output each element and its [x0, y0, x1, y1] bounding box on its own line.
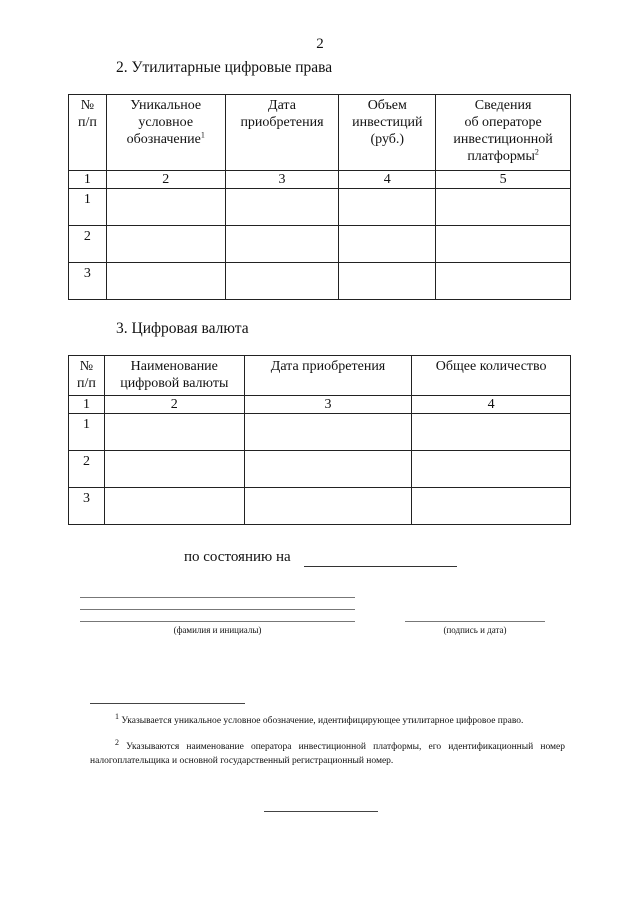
section-3-title: 3. Цифровая валюта — [116, 320, 249, 337]
table-cell[interactable] — [225, 226, 339, 263]
column-number: 2 — [106, 171, 225, 189]
footnote-separator — [90, 703, 245, 704]
footnote-mark: 2 — [115, 737, 119, 747]
table-cell[interactable] — [244, 488, 412, 525]
table-cell[interactable] — [225, 263, 339, 300]
footnote-text: Указываются наименование оператора инвестиционной платформы, его идентификационный номер налогоплательщика и основной государственный регистрационный номер. — [90, 742, 565, 766]
table-cell[interactable] — [412, 451, 571, 488]
table-cell[interactable] — [225, 189, 339, 226]
page-number: 2 — [316, 36, 324, 52]
table-cell[interactable] — [104, 414, 244, 451]
table-header-row — [69, 95, 571, 171]
name-caption: (фамилия и инициалы) — [173, 625, 262, 635]
header-platform-operator: Сведения об операторе инвестиционной платформы$^2$ — [436, 95, 571, 171]
table-cell[interactable] — [339, 189, 436, 226]
name-line-3[interactable] — [80, 621, 355, 622]
signature-line[interactable] — [405, 621, 545, 622]
table-cell[interactable] — [436, 189, 571, 226]
table-row — [69, 189, 571, 226]
table-cell[interactable] — [339, 263, 436, 300]
section-2-title: 2. Утилитарные цифровые права — [116, 59, 333, 76]
table-cell[interactable] — [339, 226, 436, 263]
footnote-2 — [90, 737, 565, 768]
column-number: 5 — [436, 171, 571, 189]
header-currency-name: Наименование цифровой валюты — [104, 356, 244, 396]
header-investment-volume: Объем инвестиций (руб.) — [339, 95, 436, 171]
table-row — [69, 226, 571, 263]
table-cell[interactable] — [244, 451, 412, 488]
table-cell[interactable] — [412, 414, 571, 451]
row-number: 1 — [69, 414, 105, 451]
footnote-text: Указывается уникальное условное обозначение, идентифицирующее утилитарное цифровое право. — [121, 716, 524, 726]
row-number: 2 — [69, 451, 105, 488]
table-row — [69, 414, 571, 451]
column-numbers-row — [69, 396, 571, 414]
row-number: 3 — [69, 263, 107, 300]
column-number: 2 — [104, 396, 244, 414]
table-row — [69, 488, 571, 525]
header-number: № п/п — [69, 95, 107, 171]
row-number: 3 — [69, 488, 105, 525]
bottom-rule — [264, 811, 378, 812]
table-cell[interactable] — [106, 189, 225, 226]
header-acquisition-date: Дата приобретения — [225, 95, 339, 171]
table-cell[interactable] — [106, 226, 225, 263]
table-cell[interactable] — [104, 488, 244, 525]
column-number: 3 — [225, 171, 339, 189]
header-number: № п/п — [69, 356, 105, 396]
name-line-2[interactable] — [80, 609, 355, 610]
column-number: 3 — [244, 396, 412, 414]
name-line-1[interactable] — [80, 597, 355, 598]
table-cell[interactable] — [244, 414, 412, 451]
table-cell[interactable] — [106, 263, 225, 300]
table-cell[interactable] — [412, 488, 571, 525]
row-number: 1 — [69, 189, 107, 226]
column-number: 1 — [69, 171, 107, 189]
table-cell[interactable] — [104, 451, 244, 488]
footnote-ref-1: 1 — [200, 130, 205, 140]
as-of-label: по состоянию на — [184, 549, 291, 565]
column-numbers-row — [69, 171, 571, 189]
table-cell[interactable] — [436, 263, 571, 300]
as-of-date-line[interactable] — [304, 566, 457, 567]
footnote-mark: 1 — [115, 711, 119, 721]
header-total-quantity: Общее количество — [412, 356, 571, 396]
header-acquisition-date: Дата приобретения — [244, 356, 412, 396]
column-number: 4 — [412, 396, 571, 414]
column-number: 4 — [339, 171, 436, 189]
signature-caption: (подпись и дата) — [443, 625, 507, 635]
table-row — [69, 263, 571, 300]
header-unique-designation: Уникальное условное обозначение$^1$ — [106, 95, 225, 171]
digital-currency-table — [68, 355, 571, 525]
table-cell[interactable] — [436, 226, 571, 263]
footnote-ref-2: 2 — [534, 147, 539, 157]
row-number: 2 — [69, 226, 107, 263]
utility-rights-table — [68, 94, 571, 300]
column-number: 1 — [69, 396, 105, 414]
table-row — [69, 451, 571, 488]
footnote-1 — [90, 711, 565, 728]
table-header-row — [69, 356, 571, 396]
